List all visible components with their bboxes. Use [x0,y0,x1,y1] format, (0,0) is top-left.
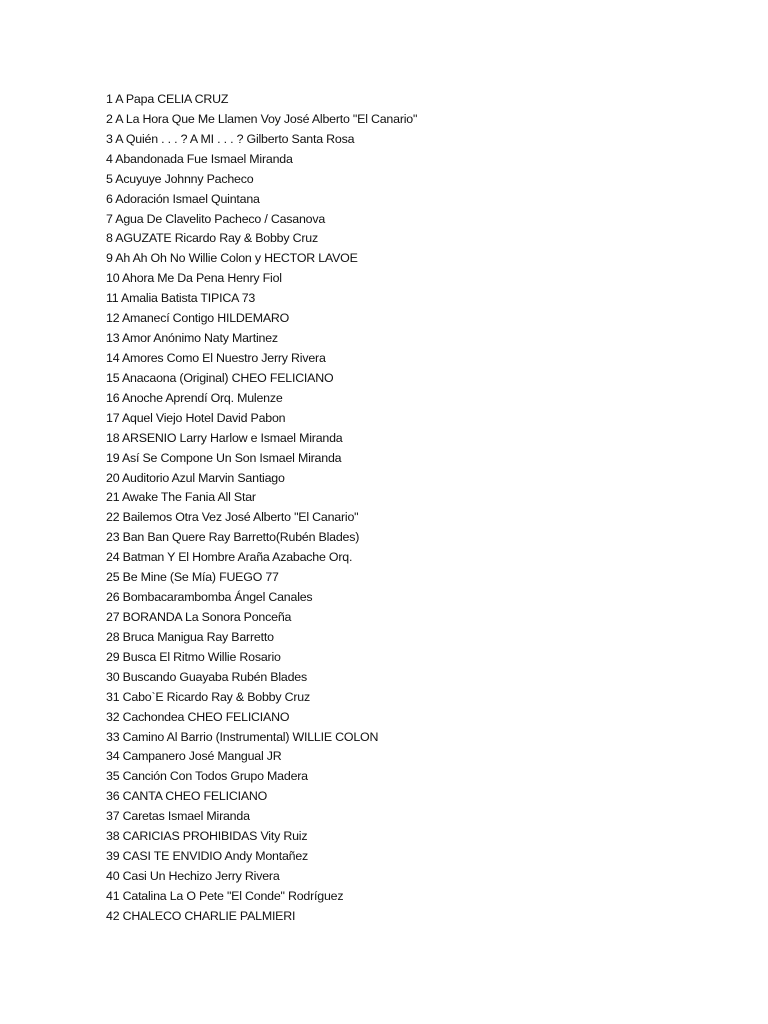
list-item: 16 Anoche Aprendí Orq. Mulenze [106,390,283,405]
list-item: 37 Caretas Ismael Miranda [106,809,250,824]
list-item: 14 Amores Como El Nuestro Jerry Rivera [106,350,326,365]
list-item: 18 ARSENIO Larry Harlow e Ismael Miranda [106,430,343,445]
list-item: 1 A Papa CELIA CRUZ [106,92,229,106]
list-item: 21 Awake The Fania All Star [106,490,256,505]
list-item: 10 Ahora Me Da Pena Henry Fiol [106,271,282,286]
list-item: 35 Canción Con Todos Grupo Madera [106,769,308,784]
list-item: 31 Cabo`E Ricardo Ray & Bobby Cruz [106,689,310,704]
list-item: 40 Casi Un Hechizo Jerry Rivera [106,868,280,883]
list-item: 2 A La Hora Que Me Llamen Voy José Alberto "El Canario" [106,111,418,126]
list-item: 19 Así Se Compone Un Son Ismael Miranda [106,450,342,465]
list-item: 32 Cachondea CHEO FELICIANO [106,709,290,724]
list-item: 5 Acuyuye Johnny Pacheco [106,171,254,186]
song-list [106,90,417,927]
list-item: 41 Catalina La O Pete "El Conde" Rodríguez [106,888,344,903]
list-item: 38 CARICIAS PROHIBIDAS Vity Ruiz [106,829,308,844]
list-item: 24 Batman Y El Hombre Araña Azabache Orq. [106,550,353,565]
list-item: 39 CASI TE ENVIDIO Andy Montañez [106,849,309,864]
list-item: 25 Be Mine (Se Mía) FUEGO 77 [106,570,279,585]
list-item: 29 Busca El Ritmo Willie Rosario [106,649,281,664]
list-item: 15 Anacaona (Original) CHEO FELICIANO [106,370,334,385]
list-item: 22 Bailemos Otra Vez José Alberto "El Canario" [106,510,359,525]
list-item: 34 Campanero José Mangual JR [106,749,282,764]
list-item: 6 Adoración Ismael Quintana [106,191,260,206]
list-item: 23 Ban Ban Quere Ray Barretto(Rubén Blades) [106,530,360,545]
list-item: 26 Bombacarambomba Ángel Canales [106,590,313,605]
list-item: 9 Ah Ah Oh No Willie Colon y HECTOR LAVOE [106,251,358,266]
list-item: 28 Bruca Manigua Ray Barretto [106,629,274,644]
list-item: 33 Camino Al Barrio (Instrumental) WILLIE COLON [106,729,379,744]
list-item: 11 Amalia Batista TIPICA 73 [106,291,256,306]
list-item: 30 Buscando Guayaba Rubén Blades [106,669,307,684]
list-item: 7 Agua De Clavelito Pacheco / Casanova [106,211,326,226]
list-item: 13 Amor Anónimo Naty Martinez [106,331,278,346]
list-item: 4 Abandonada Fue Ismael Miranda [106,151,293,166]
list-item: 27 BORANDA La Sonora Ponceña [106,609,292,624]
list-item: 3 A Quién . . . ? A MI . . . ? Gilberto Santa Rosa [106,131,355,146]
list-item: 8 AGUZATE Ricardo Ray & Bobby Cruz [106,231,318,246]
list-item: 17 Aquel Viejo Hotel David Pabon [106,410,286,425]
list-item: 20 Auditorio Azul Marvin Santiago [106,470,285,485]
list-item: 12 Amanecí Contigo HILDEMARO [106,311,290,326]
list-item: 36 CANTA CHEO FELICIANO [106,789,268,804]
list-item: 42 CHALECO CHARLIE PALMIERI [106,908,296,923]
